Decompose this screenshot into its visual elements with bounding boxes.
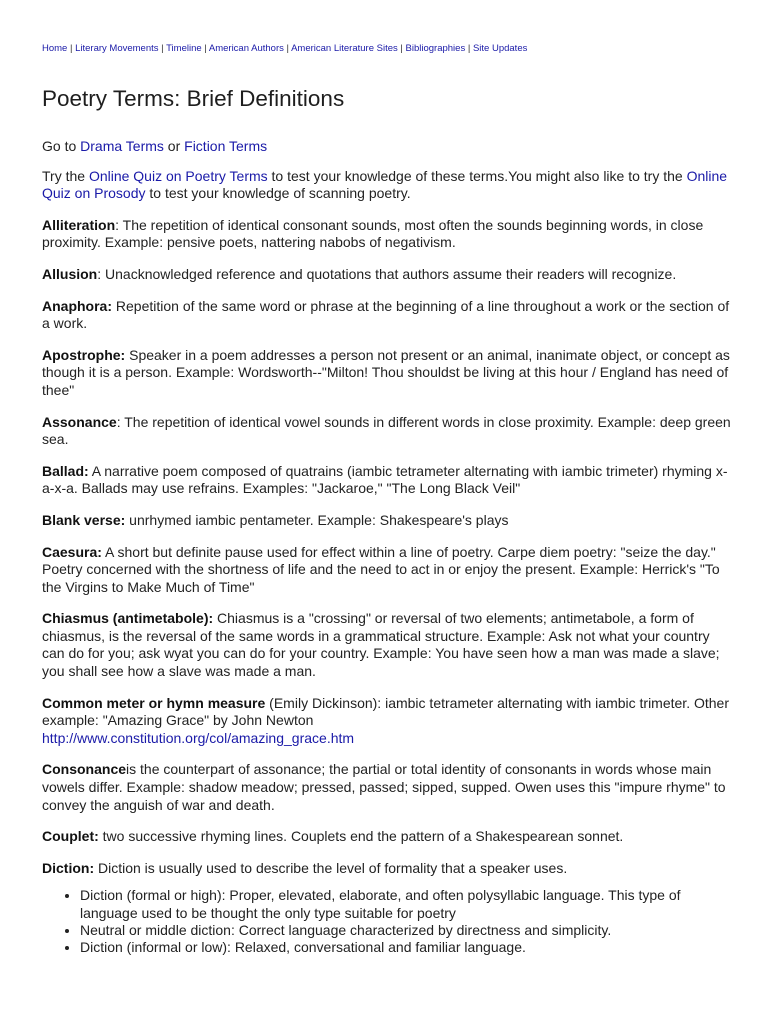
term-label: Couplet: [42, 828, 99, 845]
term-definition: : Unacknowledged reference and quotations that authors assume their readers will recognize. [97, 265, 677, 282]
diction-list [42, 887, 732, 956]
quiz-text-1: Try the [42, 167, 89, 184]
term-label: Diction: [42, 859, 95, 876]
nav-literary-movements-link[interactable]: Literary Movements [75, 43, 159, 54]
goto-prefix: Go to [42, 138, 81, 154]
term-label: Assonance [42, 413, 117, 430]
term-entry-allusion [42, 266, 732, 284]
term-entry-diction [42, 860, 732, 878]
nav-separator: | [465, 43, 473, 54]
term-entry-common-meter [42, 695, 732, 748]
nav-separator: | [158, 43, 167, 54]
nav-american-authors-link[interactable]: American Authors [208, 43, 284, 54]
poetry-terms-quiz-link[interactable]: Online Quiz on Poetry Terms [88, 167, 268, 184]
term-definition: Speaker in a poem addresses a person not present or an animal, inanimate object, or concept as though it is a person. Example: Wordsworth--"Milton! Thou shouldst be living at this hour / England has need of thee" [42, 346, 730, 398]
nav-timeline-link[interactable]: Timeline [166, 43, 202, 54]
goto-or: or [163, 138, 185, 154]
term-entry-chiasmus [42, 610, 732, 680]
nav-site-updates-link[interactable]: Site Updates [472, 43, 528, 54]
amazing-grace-link[interactable]: http://www.constitution.org/col/amazing_grace.htm [42, 729, 355, 746]
nav-american-literature-sites-link[interactable]: American Literature Sites [291, 43, 398, 54]
term-entry-ballad [42, 463, 732, 498]
term-definition: is the counterpart of assonance; the partial or total identity of consonants in words whose main vowels differ. Example: shadow meadow; pressed, passed; sipped, supped. Owen uses this "impure rhyme" to convey the anguish of war and death. [42, 761, 726, 813]
quiz-text-3: to test your knowledge of scanning poetry. [145, 185, 411, 202]
term-label: Caesura: [42, 543, 102, 560]
term-label: Alliteration [42, 216, 116, 233]
term-entry-blank-verse [42, 512, 732, 530]
term-label: Allusion [42, 265, 98, 282]
term-definition: Repetition of the same word or phrase at the beginning of a line throughout a work or the section of a work. [42, 297, 730, 332]
page-content [42, 40, 732, 956]
quiz-text-2: to test your knowledge of these terms.You might also like to try the [267, 167, 687, 184]
nav-separator: | [67, 43, 76, 54]
list-item: • Neutral or middle diction: Correct language characterized by directness and simplicity. [80, 922, 732, 939]
term-label: Chiasmus (antimetabole): [42, 610, 214, 627]
term-definition: : The repetition of identical vowel sounds in different words in close proximity. Example: deep green sea. [42, 413, 731, 448]
term-definition: : The repetition of identical consonant sounds, most often the sounds beginning words, in close proximity. Example: pensive poets, nattering nabobs of negativism. [42, 216, 704, 251]
term-entry-consonance [42, 761, 732, 814]
term-entry-caesura [42, 544, 732, 597]
term-entry-apostrophe [42, 347, 732, 400]
drama-terms-link[interactable]: Drama Terms [80, 138, 164, 154]
nav-bibliographies-link[interactable]: Bibliographies [405, 43, 466, 54]
term-definition: unrhymed iambic pentameter. Example: Shakespeare's plays [125, 511, 509, 528]
goto-paragraph [42, 138, 732, 156]
term-entry-anaphora [42, 298, 732, 333]
page-title: Poetry Terms: Brief Definitions [42, 86, 345, 111]
term-label: Apostrophe: [42, 346, 126, 363]
term-entry-assonance [42, 414, 732, 449]
nav-home-link[interactable]: Home [42, 43, 68, 54]
term-definition: A narrative poem composed of quatrains (iambic tetrameter alternating with iambic trimeter) rhyming x-a-x-a. Ballads may use refrains. Examples: "Jackaroe," "The Long Black Veil" [42, 462, 728, 497]
term-definition: Diction is usually used to describe the level of formality that a speaker uses. [94, 859, 568, 876]
term-definition: Chiasmus is a "crossing" or reversal of two elements; antimetabole, a form of chiasmus, is the reversal of the same words in a grammatical structure. Example: Ask not what your country can do for you; ask wyat you can do for your country. Example: You have seen how a man was made a slave; you shall see how a slave was made a man. [42, 610, 720, 680]
top-navigation [42, 40, 732, 58]
term-definition: (Emily Dickinson): iambic tetrameter alternating with iambic trimeter. Other example: "Amazing Grace" by John Newton [42, 694, 729, 729]
nav-separator: | [397, 43, 406, 54]
term-definition: two successive rhyming lines. Couplets end the pattern of a Shakespearean sonnet. [98, 828, 624, 845]
list-item: • Diction (informal or low): Relaxed, conversational and familiar language. [80, 939, 732, 956]
term-label: Anaphora: [42, 297, 112, 314]
nav-separator: | [283, 43, 292, 54]
term-label: Common meter or hymn measure [42, 694, 266, 711]
term-definition: A short but definite pause used for effect within a line of poetry. Carpe diem poetry: "seize the day." Poetry concerned with the shortness of life and the need to act in or enjoy the present. Example: Herrick's "To the Virgins to Make Much of Time" [42, 543, 720, 595]
list-item: • Diction (formal or high): Proper, elevated, elaborate, and often polysyllabic language. This type of language used to be thought the only type suitable for poetry [80, 887, 732, 921]
term-label: Blank verse: [42, 511, 126, 528]
prosody-quiz-link[interactable]: Online Quiz on Prosody [42, 167, 728, 202]
quiz-paragraph [42, 168, 732, 203]
term-entry-alliteration [42, 217, 732, 252]
fiction-terms-link[interactable]: Fiction Terms [184, 138, 268, 154]
term-entry-couplet [42, 828, 732, 846]
term-label: Consonance [42, 761, 127, 778]
term-label: Ballad: [42, 462, 89, 479]
nav-separator: | [201, 43, 209, 54]
